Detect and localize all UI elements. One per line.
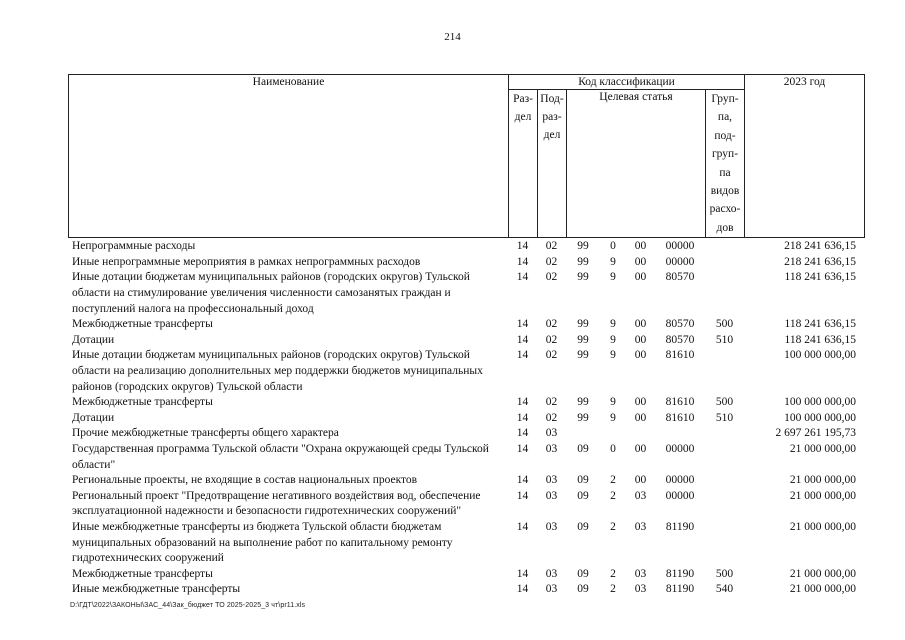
row-subsection-code: 02 <box>545 411 558 424</box>
row-subprogram-code: 9 <box>610 255 616 268</box>
row-amount: 118 241 636,15 <box>784 318 856 331</box>
row-section-code: 14 <box>516 255 529 268</box>
table-row <box>68 473 864 489</box>
row-expense-type-code: 540 <box>715 583 734 596</box>
row-event-code: 00 <box>634 255 647 268</box>
row-event-code: 03 <box>634 520 647 533</box>
row-name: Иные дотации бюджетам муниципальных районов (городских округов) Тульской области на стимулирование увеличения численности самозанятых граждан и поступлений налога на профессиональный доход <box>72 271 470 315</box>
row-name: Дотации <box>72 333 115 346</box>
table-header <box>68 74 865 238</box>
row-section-code: 14 <box>516 240 529 253</box>
row-expense-type-code <box>705 426 744 442</box>
row-program-code: 99 <box>577 255 589 268</box>
row-expense-type-code <box>705 270 744 317</box>
row-section-code: 14 <box>516 520 529 533</box>
row-amount: 100 000 000,00 <box>784 411 856 424</box>
row-subprogram-code: 2 <box>610 489 616 502</box>
header-name: Наименование <box>69 75 509 238</box>
row-section-code: 14 <box>516 318 529 331</box>
header-year: 2023 год <box>745 75 865 238</box>
table-row <box>68 270 864 317</box>
footer-file-path: D:\ГДТ\2022\ЗАКОНЫ\ЗАС_44\Зак_бюджет ТО 2025-2025_3 чт\pr11.xls <box>70 602 306 609</box>
table-row <box>68 426 864 442</box>
row-expense-type-code: 500 <box>715 396 734 409</box>
header-group-line: па <box>719 166 731 179</box>
row-section-code: 14 <box>516 271 529 284</box>
row-subsection-code: 02 <box>545 318 558 331</box>
row-amount: 21 000 000,00 <box>789 442 856 455</box>
header-classification-code: Код классификации <box>509 75 745 90</box>
row-expense-type-code: 510 <box>715 411 734 424</box>
row-direction-code: 00000 <box>665 240 695 253</box>
row-subprogram-code: 9 <box>610 271 616 284</box>
header-subsection-line: дел <box>543 129 561 142</box>
row-section-code: 14 <box>516 333 529 346</box>
table-row <box>68 442 864 473</box>
row-subsection-code: 02 <box>545 396 558 409</box>
row-subsection-code: 03 <box>545 520 558 533</box>
header-subsection-line: Под- <box>540 93 564 105</box>
row-subprogram-code: 0 <box>610 240 616 253</box>
table-row <box>68 489 864 520</box>
table-body <box>68 239 864 598</box>
row-amount: 118 241 636,15 <box>784 333 856 346</box>
row-event-code: 03 <box>634 567 647 580</box>
row-event-code: 00 <box>634 442 647 455</box>
row-section-code: 14 <box>516 411 529 424</box>
header-subsection-line: раз- <box>542 111 562 124</box>
row-subsection-code: 02 <box>545 349 558 362</box>
row-name: Иные дотации бюджетам муниципальных районов (городских округов) Тульской области на реализацию дополнительных мер поддержки бюджетов муниципальных районов (городских округов) Тульской области <box>72 349 483 393</box>
row-amount: 21 000 000,00 <box>789 520 856 533</box>
row-name: Прочие межбюджетные трансферты общего характера <box>72 427 339 440</box>
row-program-code: 09 <box>577 489 589 502</box>
row-name: Межбюджетные трансферты <box>72 396 213 409</box>
row-event-code: 00 <box>634 240 647 253</box>
row-program-code: 09 <box>577 567 589 580</box>
row-expense-type-code <box>705 520 744 567</box>
row-subsection-code: 02 <box>545 271 558 284</box>
table-row <box>68 333 864 349</box>
row-subprogram-code <box>600 426 626 442</box>
row-program-code: 99 <box>577 396 589 409</box>
row-program-code: 99 <box>577 240 589 253</box>
row-direction-code: 81190 <box>665 520 695 533</box>
row-amount: 2 697 261 195,73 <box>775 427 856 440</box>
row-direction-code: 00000 <box>665 474 695 487</box>
row-subsection-code: 02 <box>545 333 558 346</box>
row-subsection-code: 03 <box>545 442 558 455</box>
row-direction-code: 80570 <box>665 333 695 346</box>
row-subprogram-code: 2 <box>610 583 616 596</box>
row-name: Дотации <box>72 411 115 424</box>
table-row <box>68 395 864 411</box>
row-name: Иные межбюджетные трансферты из бюджета Тульской области бюджетам муниципальных образований на выполнение работ по капитальному ремонту гидротехнических сооружений <box>72 520 453 565</box>
row-event-code: 00 <box>634 396 647 409</box>
row-event-code: 00 <box>634 318 647 331</box>
table-row <box>68 520 864 567</box>
row-direction-code: 81610 <box>665 396 695 409</box>
row-amount: 218 241 636,15 <box>784 240 856 253</box>
header-group-line: расхо- <box>709 203 741 216</box>
row-subsection-code: 03 <box>545 567 558 580</box>
row-subprogram-code: 9 <box>610 396 616 409</box>
row-section-code: 14 <box>516 442 529 455</box>
row-expense-type-code <box>705 255 744 271</box>
row-event-code: 03 <box>634 489 647 502</box>
header-group <box>706 90 745 238</box>
row-program-code <box>566 426 600 442</box>
row-subprogram-code: 9 <box>610 333 616 346</box>
row-name: Региональный проект "Предотвращение негативного воздействия вод, обеспечение эксплуатационной надежности и безопасности гидротехнических сооружений" <box>72 489 481 518</box>
row-expense-type-code: 510 <box>715 333 734 346</box>
row-name: Иные непрограммные мероприятия в рамках непрограммных расходов <box>72 255 421 268</box>
row-program-code: 09 <box>577 583 589 596</box>
row-event-code <box>626 426 655 442</box>
row-direction-code: 81190 <box>665 583 695 596</box>
row-direction-code: 80570 <box>665 271 695 284</box>
row-expense-type-code <box>705 442 744 473</box>
row-expense-type-code: 500 <box>715 318 734 331</box>
row-expense-type-code <box>705 489 744 520</box>
row-direction-code <box>655 426 705 442</box>
row-amount: 100 000 000,00 <box>784 396 856 409</box>
row-program-code: 09 <box>577 442 589 455</box>
row-amount: 100 000 000,00 <box>784 349 856 362</box>
page-number: 214 <box>444 31 461 43</box>
row-event-code: 00 <box>634 271 647 284</box>
row-subprogram-code: 9 <box>610 349 616 362</box>
row-event-code: 00 <box>634 474 647 487</box>
row-amount: 21 000 000,00 <box>789 567 856 580</box>
row-name: Государственная программа Тульской области "Охрана окружающей среды Тульской области" <box>72 442 489 471</box>
header-section-line: Раз- <box>513 93 533 105</box>
row-event-code: 00 <box>634 349 647 362</box>
row-section-code: 14 <box>516 396 529 409</box>
row-amount: 21 000 000,00 <box>789 583 856 596</box>
row-expense-type-code <box>705 239 744 255</box>
header-group-line: видов <box>710 185 740 198</box>
table-row <box>68 317 864 333</box>
row-subprogram-code: 2 <box>610 567 616 580</box>
header-group-line: Груп- <box>711 93 739 105</box>
row-program-code: 09 <box>577 520 589 533</box>
row-section-code: 14 <box>516 349 529 362</box>
header-group-line: па, <box>717 111 733 124</box>
row-subprogram-code: 0 <box>610 442 616 455</box>
row-subsection-code: 03 <box>545 489 558 502</box>
row-direction-code: 00000 <box>665 489 695 502</box>
row-section-code: 14 <box>516 567 529 580</box>
row-amount: 21 000 000,00 <box>789 489 856 502</box>
row-subsection-code: 03 <box>545 583 558 596</box>
row-direction-code: 00000 <box>665 255 695 268</box>
row-name: Иные межбюджетные трансферты <box>72 583 241 596</box>
row-amount: 118 241 636,15 <box>784 271 856 284</box>
row-subsection-code: 02 <box>545 255 558 268</box>
row-subsection-code: 03 <box>545 427 558 440</box>
row-expense-type-code <box>705 348 744 395</box>
row-event-code: 00 <box>634 333 647 346</box>
row-name: Непрограммные расходы <box>72 240 196 253</box>
table-row <box>68 239 864 255</box>
table-row <box>68 567 864 583</box>
header-group-line: под- <box>714 129 736 142</box>
header-group-line: груп- <box>711 148 739 161</box>
row-name: Межбюджетные трансферты <box>72 567 213 580</box>
row-direction-code: 80570 <box>665 318 695 331</box>
row-program-code: 99 <box>577 271 589 284</box>
budget-table <box>68 74 864 598</box>
header-group-line: дов <box>716 221 734 234</box>
row-program-code: 09 <box>577 474 589 487</box>
row-expense-type-code: 500 <box>715 567 734 580</box>
row-subprogram-code: 9 <box>610 318 616 331</box>
row-direction-code: 00000 <box>665 442 695 455</box>
row-subsection-code: 02 <box>545 240 558 253</box>
row-amount: 21 000 000,00 <box>789 474 856 487</box>
row-name: Межбюджетные трансферты <box>72 318 213 331</box>
row-program-code: 99 <box>577 318 589 331</box>
row-subprogram-code: 2 <box>610 474 616 487</box>
header-section <box>509 90 538 238</box>
table-row <box>68 348 864 395</box>
row-direction-code: 81610 <box>665 349 695 362</box>
row-program-code: 99 <box>577 349 589 362</box>
row-event-code: 00 <box>634 411 647 424</box>
table-row <box>68 582 864 598</box>
row-amount: 218 241 636,15 <box>784 255 856 268</box>
header-target-article: Целевая статья <box>567 90 706 238</box>
row-direction-code: 81610 <box>665 411 695 424</box>
row-program-code: 99 <box>577 333 589 346</box>
header-section-line: дел <box>514 111 532 124</box>
row-direction-code: 81190 <box>665 567 695 580</box>
row-subprogram-code: 9 <box>610 411 616 424</box>
row-subprogram-code: 2 <box>610 520 616 533</box>
row-name: Региональные проекты, не входящие в состав национальных проектов <box>72 474 418 487</box>
header-subsection <box>538 90 567 238</box>
table-row <box>68 411 864 427</box>
row-expense-type-code <box>705 473 744 489</box>
row-section-code: 14 <box>516 474 529 487</box>
row-section-code: 14 <box>516 427 529 440</box>
row-event-code: 03 <box>634 583 647 596</box>
row-section-code: 14 <box>516 489 529 502</box>
table-row <box>68 255 864 271</box>
row-subsection-code: 03 <box>545 474 558 487</box>
row-section-code: 14 <box>516 583 529 596</box>
row-program-code: 99 <box>577 411 589 424</box>
